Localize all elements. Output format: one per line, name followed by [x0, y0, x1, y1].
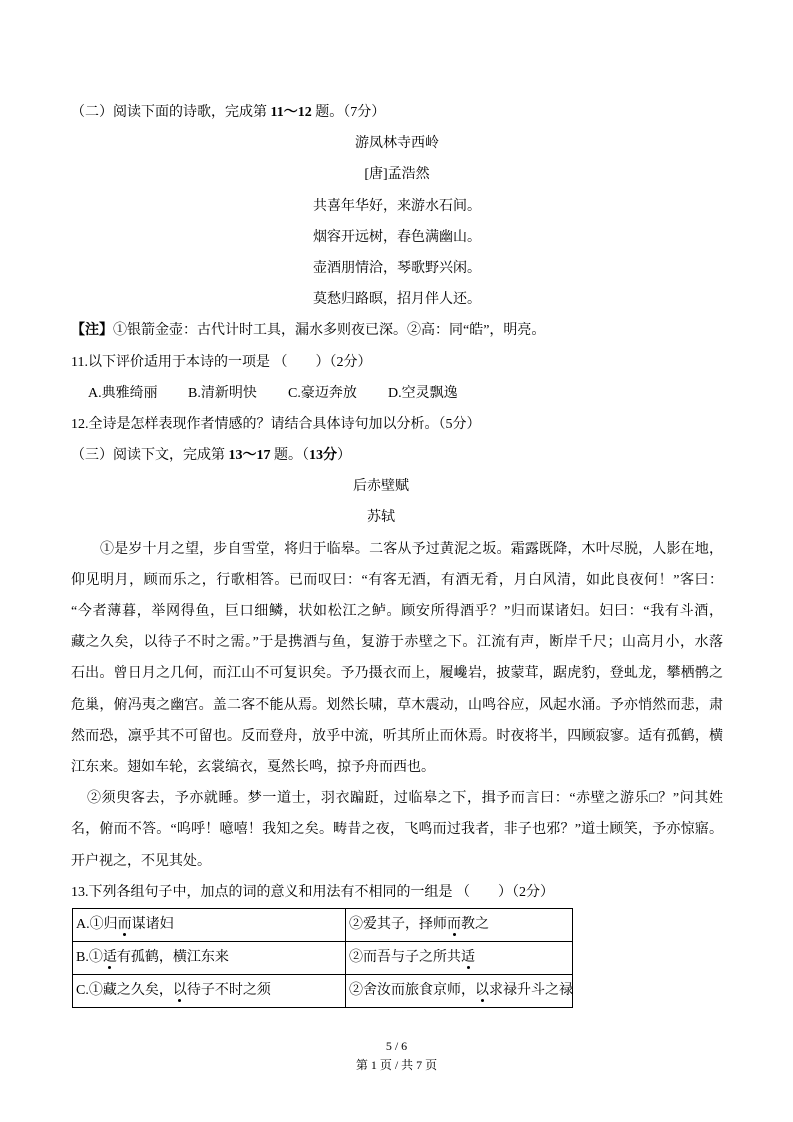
essay-line: 仰见明月，顾而乐之，行歌相答。已而叹曰：“有客无酒，有酒无肴，月白风清，如此良夜何！”客曰：	[71, 572, 723, 588]
question-13-choice-c-2	[346, 974, 573, 1007]
page-content	[71, 97, 723, 1008]
cell-text: 求禄升斗之禄	[489, 982, 573, 998]
cell-text: 待子不时之须	[186, 982, 271, 998]
essay-paragraph-2	[71, 783, 723, 877]
essay-line: 开户视之，不见其处。	[71, 853, 211, 869]
table-row	[73, 908, 573, 941]
dotted-char: 以	[172, 982, 187, 998]
section2-heading-range: 11～12	[270, 105, 312, 120]
question-13-stem: 13.下列各组句子中，加点的词的意义和用法有不相同的一组是 （ ）（2分）	[71, 884, 554, 900]
essay-paragraph-1	[71, 534, 723, 784]
cell-text: B.①	[76, 949, 103, 965]
dotted-char: 以	[475, 982, 489, 998]
question-13-table	[72, 908, 573, 1008]
cell-text: A.①归	[76, 916, 118, 932]
question-11-option-a: A.典雅绮丽	[88, 385, 158, 401]
essay-author: 苏轼	[367, 510, 395, 526]
question-13-choice-a-2	[346, 908, 573, 941]
question-13-choice-b-2	[346, 941, 573, 974]
essay-line: ②须臾客去，予亦就睡。梦一道士，羽衣蹁跹，过临皋之下，揖予而言曰：“赤壁之游乐□？”问其姓	[87, 791, 723, 807]
cell-text: ②而吾与子之所共	[349, 949, 461, 965]
essay-title: 后赤壁赋	[353, 479, 409, 495]
poem-note	[71, 315, 723, 346]
section3-heading-score: 13分	[309, 448, 337, 464]
essay-line: 危巢，俯冯夷之幽宫。盖二客不能从焉。划然长啸，草木震动，山鸣谷应，风起水涌。予亦悄然而悲，肃	[71, 697, 723, 713]
question-13-choice-c-1	[73, 974, 346, 1007]
question-11-option-b: B.清新明快	[188, 385, 257, 401]
cell-text: 谋诸妇	[131, 916, 174, 932]
dotted-char: 适	[461, 949, 475, 965]
poem-note-text: ①银箭金壶：古代计时工具，漏水多则夜已深。②高：同“皓”，明亮。	[113, 323, 546, 339]
section2-heading-post: 题。（7分）	[311, 105, 386, 120]
section3-heading-post: ）	[337, 448, 351, 464]
essay-line: 然而恐，凛乎其不可留也。反而登舟，放乎中流，听其所止而休焉。时夜将半，四顾寂寥。适有孤鹤，横	[71, 728, 723, 744]
page-count-label: 第 1 页 / 共 7 页	[355, 1058, 438, 1072]
question-11-options	[71, 378, 723, 409]
poem-title: 游凤林寺西岭	[355, 136, 439, 152]
question-11-option-c: C.豪迈奔放	[288, 385, 357, 401]
cell-text: 有孤鹤，横江东来	[116, 949, 229, 965]
question-12-stem: 12.全诗是怎样表现作者情感的？请结合具体诗句加以分析。（5分）	[71, 416, 481, 432]
question-11-stem: 11.以下评价适用于本诗的一项是 （ ）（2分）	[71, 354, 372, 370]
essay-line: 石出。曾日月之几何，而江山不可复识矣。予乃摄衣而上，履巉岩，披蒙茸，踞虎豹，登虬龙，攀栖鹘之	[71, 666, 723, 682]
section2-heading	[71, 97, 723, 128]
question-13-choice-b-1	[73, 941, 346, 974]
poem-line: 烟容开远树，春色满幽山。	[313, 229, 481, 245]
dotted-char: 而	[447, 916, 461, 932]
question-11-option-d: D.空灵飘逸	[388, 385, 458, 401]
table-row	[73, 941, 573, 974]
section2-heading-pre: （二）阅读下面的诗歌，完成第	[71, 105, 271, 120]
poem-line: 共喜年华好，来游水石间。	[313, 198, 481, 214]
question-13-choice-a-1	[73, 908, 346, 941]
poem-line: 莫愁归路暝，招月伴人还。	[313, 292, 481, 308]
page-number: 5 / 6	[385, 1039, 408, 1053]
poem-note-label: 【注】	[71, 323, 113, 339]
cell-text: 教之	[461, 916, 489, 932]
section3-heading-mid: 题。（	[270, 448, 309, 464]
section3-heading	[71, 440, 723, 471]
cell-text: C.①藏之久矣，	[76, 982, 173, 998]
section3-heading-range: 13～17	[228, 448, 271, 464]
dotted-char: 而	[117, 916, 132, 932]
cell-text: ②舍汝而旅食京师，	[349, 982, 475, 998]
dotted-char: 适	[102, 949, 117, 965]
essay-line: 名，俯而不答。“呜呼！噫嘻！我知之矣。畴昔之夜，飞鸣而过我者，非子也邪？”道士顾笑，予亦惊寤。	[71, 822, 723, 838]
essay-line: 江东来。翅如车轮，玄裳缟衣，戛然长鸣，掠予舟而西也。	[71, 759, 435, 775]
essay-line: ①是岁十月之望，步自雪堂，将归于临皋。二客从予过黄泥之坂。霜露既降，木叶尽脱，人影在地，	[100, 541, 723, 557]
poem-author: [唐]孟浩然	[364, 167, 430, 183]
poem-line: 壶酒朋情洽，琴歌野兴闲。	[313, 260, 481, 276]
essay-line: 藏之久矣，以待子不时之需。”于是携酒与鱼，复游于赤壁之下。江流有声，断岸千尺；山高月小，水落	[71, 635, 723, 651]
essay-line: “今者薄暮，举网得鱼，巨口细鳞，状如松江之鲈。顾安所得酒乎？”归而谋诸妇。妇曰：“我有斗酒，	[71, 604, 723, 619]
cell-text: ②爱其子，择师	[349, 916, 447, 932]
section3-heading-pre: （三）阅读下文，完成第	[71, 448, 229, 464]
table-row	[73, 974, 573, 1007]
